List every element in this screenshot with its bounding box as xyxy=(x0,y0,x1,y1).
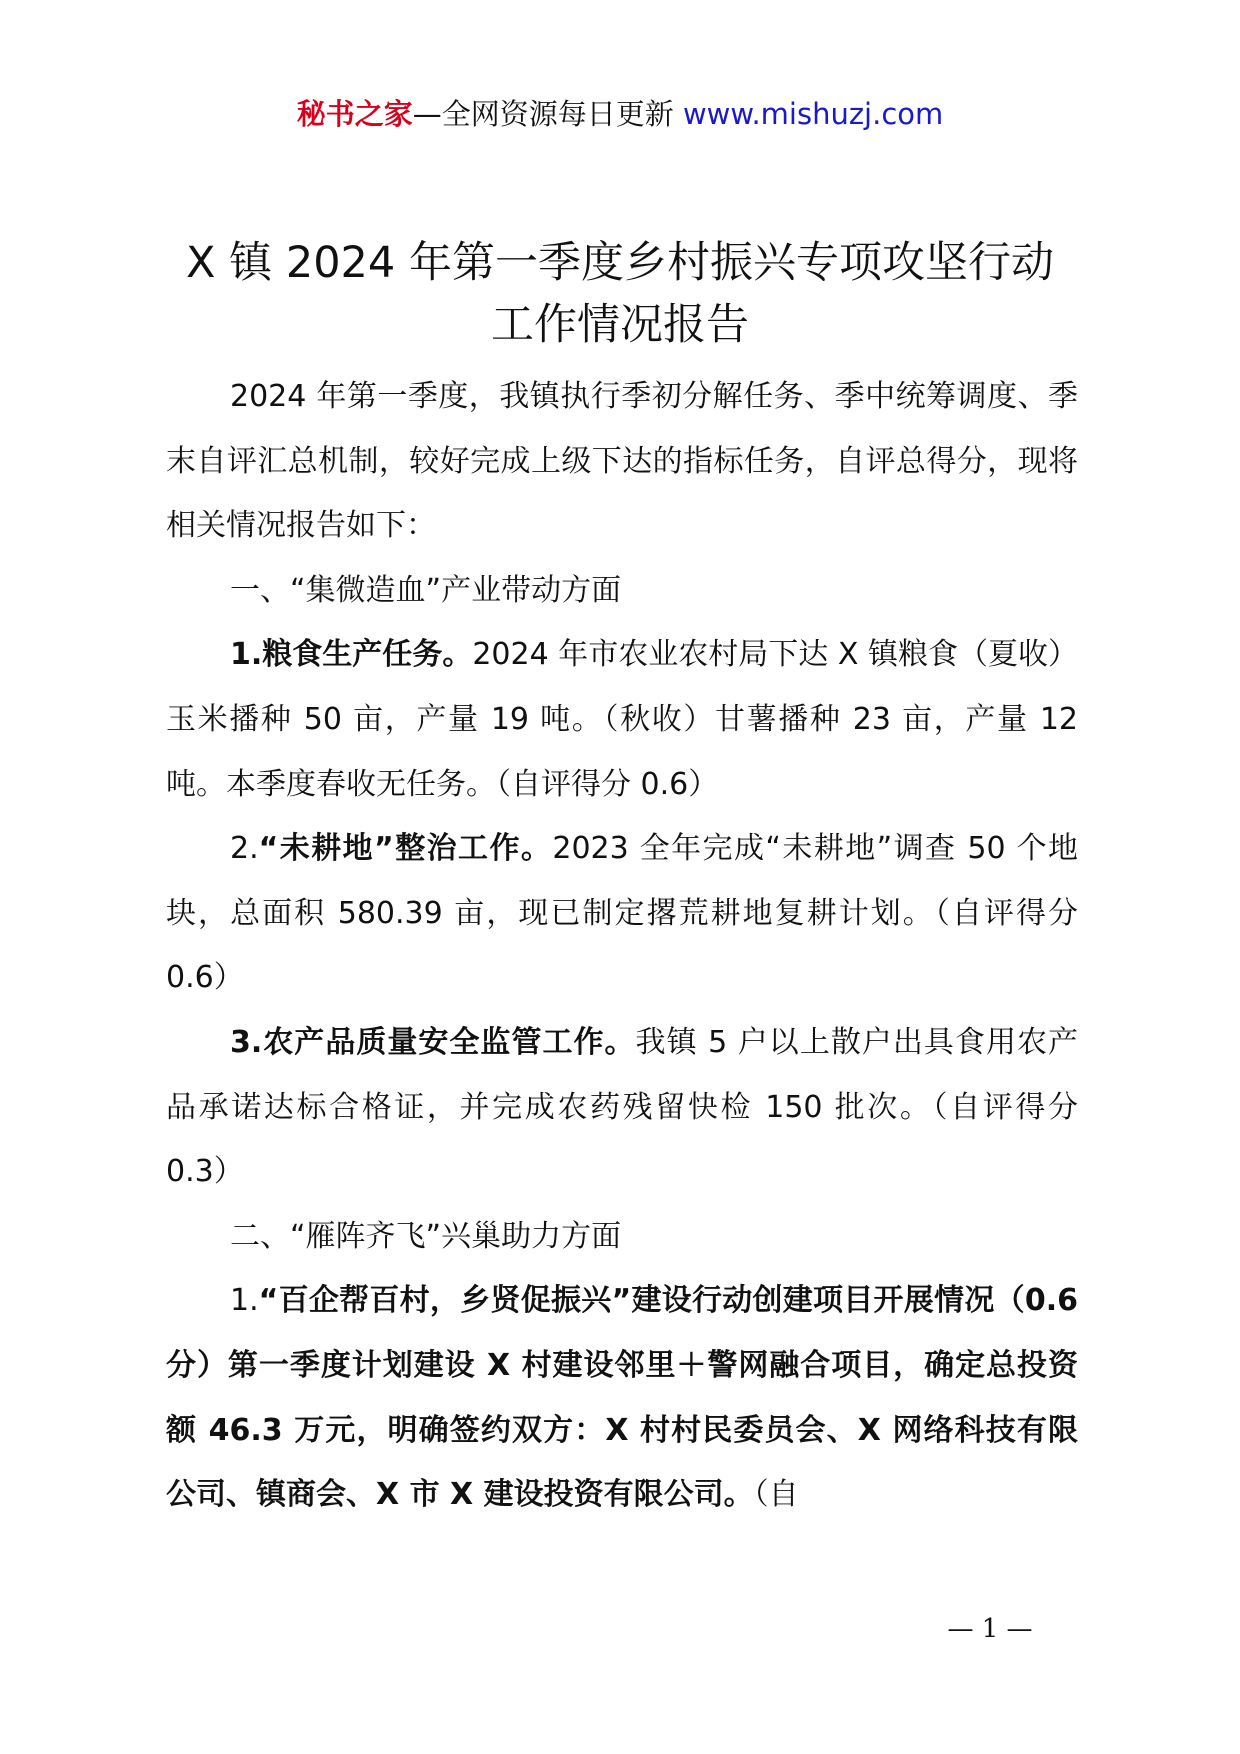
document-title xyxy=(0,232,1240,356)
section-1-heading: 一、“集微造血”产业带动方面 xyxy=(230,572,622,608)
item-text: 我镇 5 户以上散户出具食用农产品承诺达标合格证，并完成农药残留快检 150 批次。（自评得分 0.3） xyxy=(166,1024,1078,1190)
section-1-item-1 xyxy=(166,623,1078,817)
site-banner xyxy=(0,94,1240,134)
site-url-link[interactable]: www.mishuzj.com xyxy=(682,97,944,131)
item-lead: “百企帮百村，乡贤促振兴”建设行动创建项目开展情况（0.6 分）第一季度计划建设 X 村建设邻里＋警网融合项目，确定总投资额 46.3 万元，明确签约双方：X 村村民委员会、X 网络科技有限公司、镇商会、X 市 X 建设投资有限公司。 xyxy=(166,1283,1078,1513)
brand-name: 秘书之家 xyxy=(296,97,413,131)
title-line-1: X 镇 2024 年第一季度乡村振兴专项攻坚行动 xyxy=(186,238,1054,288)
item-number: 2. xyxy=(230,831,259,867)
item-lead: 1.粮食生产任务。 xyxy=(230,637,473,673)
page-number: — 1 — xyxy=(947,1614,1033,1644)
section-2-heading: 二、“雁阵齐飞”兴巢助力方面 xyxy=(230,1218,622,1254)
document-body xyxy=(166,365,1078,1528)
item-text: （自 xyxy=(753,1477,799,1513)
section-1-item-3 xyxy=(166,1011,1078,1205)
intro-paragraph: 2024 年第一季度，我镇执行季初分解任务、季中统筹调度、季末自评汇总机制，较好完成上级下达的指标任务，自评总得分，现将相关情况报告如下： xyxy=(166,379,1078,544)
section-1-item-2 xyxy=(166,817,1078,1011)
item-text: 2024 年市农业农村局下达 X 镇粮食（夏收）玉米播种 50 亩，产量 19 吨。（秋收）甘薯播种 23 亩，产量 12 吨。本季度春收无任务。（自评得分 0.6） xyxy=(166,637,1078,802)
item-lead: “未耕地”整治工作。 xyxy=(258,831,553,867)
item-lead: 3.农产品质量安全监管工作。 xyxy=(230,1024,636,1060)
banner-tagline: —全网资源每日更新 xyxy=(412,97,674,131)
item-text: 2023 全年完成“未耕地”调查 50 个地块，总面积 580.39 亩，现已制定撂荒耕地复耕计划。（自评得分 0.6） xyxy=(166,831,1079,996)
section-2-item-1 xyxy=(166,1269,1078,1527)
title-line-2: 工作情况报告 xyxy=(491,300,749,350)
item-number: 1. xyxy=(230,1283,259,1319)
